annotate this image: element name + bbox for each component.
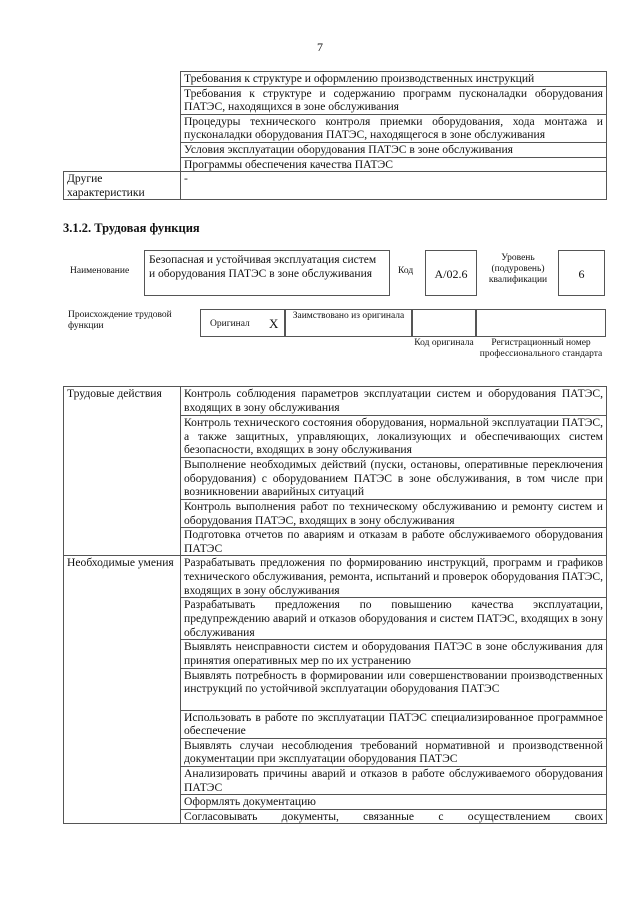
code-original-caption: Код оригинала bbox=[414, 338, 474, 348]
other-characteristics-value: - bbox=[181, 172, 607, 200]
labor-function-table bbox=[63, 386, 607, 824]
labor-action-item: Выполнение необходимых действий (пуски, остановы, оперативные переключения оборудования) с оборудованием ПАТЭС в зоне обслуживания, в том числе при возникновении аварийных ситуаций bbox=[181, 458, 607, 500]
skill-item: Согласовывать документы, связанные с осуществлением своих bbox=[181, 809, 607, 824]
skill-item: Разрабатывать предложения по повышению качества эксплуатации, предупреждению аварий и отказов оборудования и систем ПАТЭС, входящих в зону обслуживания bbox=[181, 598, 607, 640]
skill-item: Разрабатывать предложения по формированию инструкций, программ и графиков технического обслуживания, ремонта, испытаний и проверок оборудования ПАТЭС, входящих в зону обслуживания bbox=[181, 556, 607, 598]
empty-label-cell bbox=[64, 72, 181, 172]
code-original-box bbox=[412, 309, 476, 337]
skill-item: Выявлять потребность в формировании или совершенствовании производственных инструкций по устойчивой эксплуатации оборудования ПАТЭС bbox=[181, 668, 607, 710]
skill-item: Выявлять случаи несоблюдения требований нормативной и производственной документации при эксплуатации оборудования ПАТЭС bbox=[181, 738, 607, 766]
knowledge-table-continued bbox=[63, 71, 607, 200]
original-mark: X bbox=[269, 316, 279, 331]
code-label: Код bbox=[398, 266, 414, 276]
required-skills-label: Необходимые умения bbox=[64, 556, 181, 824]
origin-label: Происхождение трудовой функции bbox=[68, 310, 172, 331]
labor-actions-label: Трудовые действия bbox=[64, 387, 181, 556]
knowledge-item: Условия эксплуатации оборудования ПАТЭС в зоне обслуживания bbox=[181, 142, 607, 157]
labor-action-item: Подготовка отчетов по авариям и отказам в работе обслуживаемого оборудования ПАТЭС bbox=[181, 528, 607, 556]
skill-item: Использовать в работе по эксплуатации ПАТЭС специализированное программное обеспечение bbox=[181, 710, 607, 738]
function-code: A/02.6 bbox=[425, 250, 477, 296]
other-characteristics-label: Другие характеристики bbox=[64, 172, 181, 200]
skill-item: Выявлять неисправности систем и оборудования ПАТЭС в зоне обслуживания для принятия оперативных мер по их устранению bbox=[181, 640, 607, 668]
knowledge-item: Требования к структуре и содержанию программ пусконаладки оборудования ПАТЭС, находящихся в зоне обслуживания bbox=[181, 86, 607, 114]
qualification-level: 6 bbox=[558, 250, 605, 296]
reg-number-caption: Регистрационный номер профессионального стандарта bbox=[479, 338, 603, 359]
knowledge-item: Программы обеспечения качества ПАТЭС bbox=[181, 157, 607, 172]
original-cell bbox=[200, 309, 285, 337]
reg-number-box bbox=[476, 309, 606, 337]
name-label: Наименование bbox=[70, 266, 130, 276]
skill-item: Оформлять документацию bbox=[181, 795, 607, 810]
labor-action-item: Контроль соблюдения параметров эксплуатации систем и оборудования ПАТЭС, входящих в зону обслуживания bbox=[181, 387, 607, 416]
labor-action-item: Контроль выполнения работ по техническому обслуживанию и ремонту систем и оборудования ПАТЭС, входящих в зону обслуживания bbox=[181, 500, 607, 528]
borrowed-cell bbox=[285, 309, 412, 337]
section-heading: 3.1.2. Трудовая функция bbox=[63, 221, 200, 235]
knowledge-item: Требования к структуре и оформлению производственных инструкций bbox=[181, 72, 607, 87]
knowledge-item: Процедуры технического контроля приемки оборудования, хода монтажа и пусконаладки оборудования ПАТЭС, находящегося в зоне обслуживания bbox=[181, 114, 607, 142]
original-label: Оригинал bbox=[210, 319, 250, 329]
skill-item: Анализировать причины аварий и отказов в работе обслуживаемого оборудования ПАТЭС bbox=[181, 766, 607, 794]
labor-action-item: Контроль технического состояния оборудования, нормальной эксплуатации ПАТЭС, а также защитных, управляющих, локализующих и обеспечивающих систем безопасности, входящих в зону обслуживания bbox=[181, 416, 607, 458]
page-number: 7 bbox=[317, 40, 323, 54]
borrowed-label: Заимствовано из оригинала bbox=[292, 311, 405, 321]
qualification-level-label: Уровень (подуровень) квалификации bbox=[488, 253, 548, 285]
function-name: Безопасная и устойчивая эксплуатация систем и оборудования ПАТЭС в зоне обслуживания bbox=[144, 250, 390, 296]
